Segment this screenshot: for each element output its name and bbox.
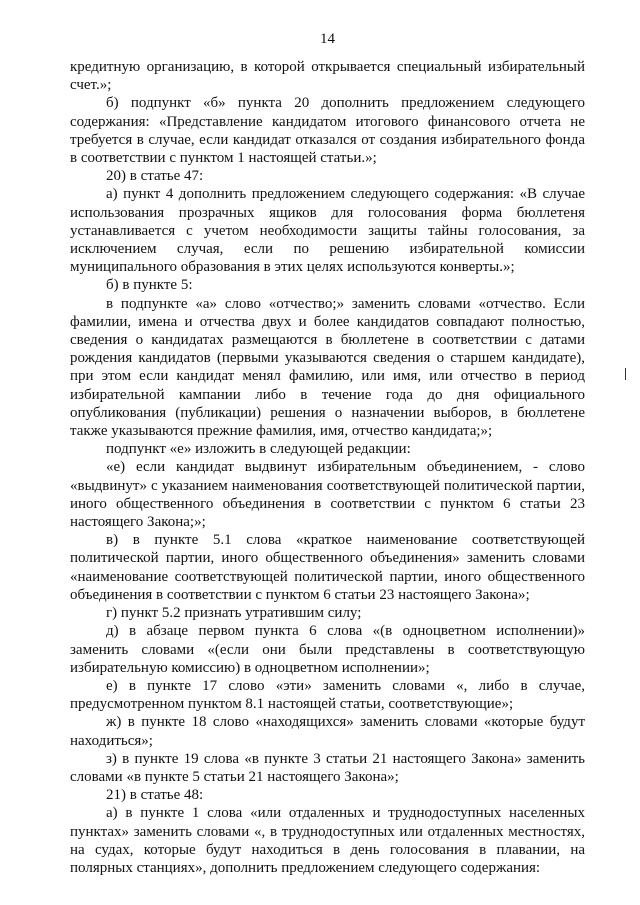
document-body (70, 58, 585, 877)
paragraph: 21) в статье 48: (106, 787, 204, 804)
paragraph: а) в пункте 1 слова «или отдаленных и труднодоступных населенных пунктах» заменить словами «, в труднодоступных или отдаленных местностях, на судах, которые будут находиться в день голосования в плавании, на полярных станциях», дополнить предложением следующего содержания: (70, 805, 585, 876)
paragraph: в подпункте «а» слово «отчество;» заменить словами «отчество. Если фамилии, имена и отчества двух и более кандидатов совпадают полностью, сведения о кандидатах размещаются в бюллетене в соответствии с датами рождения кандидатов (первыми указываются сведения о старшем кандидате), при этом если кандидат менял фамилию, или имя, или отчество в период избирательной кампании либо в течение года до дня официального опубликования (публикации) решения о назначении выборов, в бюллетене также указываются прежние фамилия, имя, отчество кандидата;»; (70, 295, 585, 440)
paragraph: «е) если кандидат выдвинут избирательным объединением, - слово «выдвинут» с указанием наименования соответствующей политической партии, иного общественного объединения в соответствии с пунктом 6 статьи 23 настоящего Закона;»; (70, 459, 585, 531)
paragraph: кредитную организацию, в которой открывается специальный избирательный счет.»; (70, 59, 585, 94)
paragraph: з) в пункте 19 слова «в пункте 3 статьи 21 настоящего Закона» заменить словами «в пункте 5 статьи 21 настоящего Закона»; (70, 750, 585, 785)
paragraph: б) подпункт «б» пункта 20 дополнить предложением следующего содержания: «Представление кандидатом итогового финансового отчета не требуется в случае, если кандидат отказался от создания избирательного фонда в соответствии с пунктом 1 настоящей статьи.»; (70, 95, 585, 167)
document-page (70, 30, 585, 877)
paragraph: д) в абзаце первом пункта 6 слова «(в одноцветном исполнении)» заменить словами «(если они были представлены в соответствующую избирательную комиссию) в одноцветном исполнении»; (70, 623, 585, 676)
margin-mark (625, 368, 626, 380)
paragraph: подпункт «е» изложить в следующей редакции: (106, 441, 411, 458)
paragraph: а) пункт 4 дополнить предложением следующего содержания: «В случае использования прозрачных ящиков для голосования форма бюллетеня устанавливается с учетом необходимости защиты тайны голосования, за исключением случая, если по решению избирательной комиссии муниципального образования в этих целях используются конверты.»; (70, 186, 585, 276)
paragraph: г) пункт 5.2 признать утратившим силу; (106, 605, 362, 622)
paragraph: в) в пункте 5.1 слова «краткое наименование соответствующей политической партии, иного общественного объединения» заменить словами «наименование соответствующей политической партии, иного общественного объединения в соответствии с пунктом 6 статьи 23 настоящего Закона»; (70, 532, 585, 603)
paragraph: е) в пункте 17 слово «эти» заменить словами «, либо в случае, предусмотренном пунктом 8.1 настоящей статьи, соответствующие»; (70, 677, 585, 713)
page-number: 14 (320, 31, 335, 47)
paragraph: ж) в пункте 18 слово «находящихся» заменить словами «которые будут находиться»; (70, 714, 585, 749)
paragraph: б) в пункте 5: (106, 277, 193, 294)
paragraph: 20) в статье 47: (106, 168, 204, 185)
